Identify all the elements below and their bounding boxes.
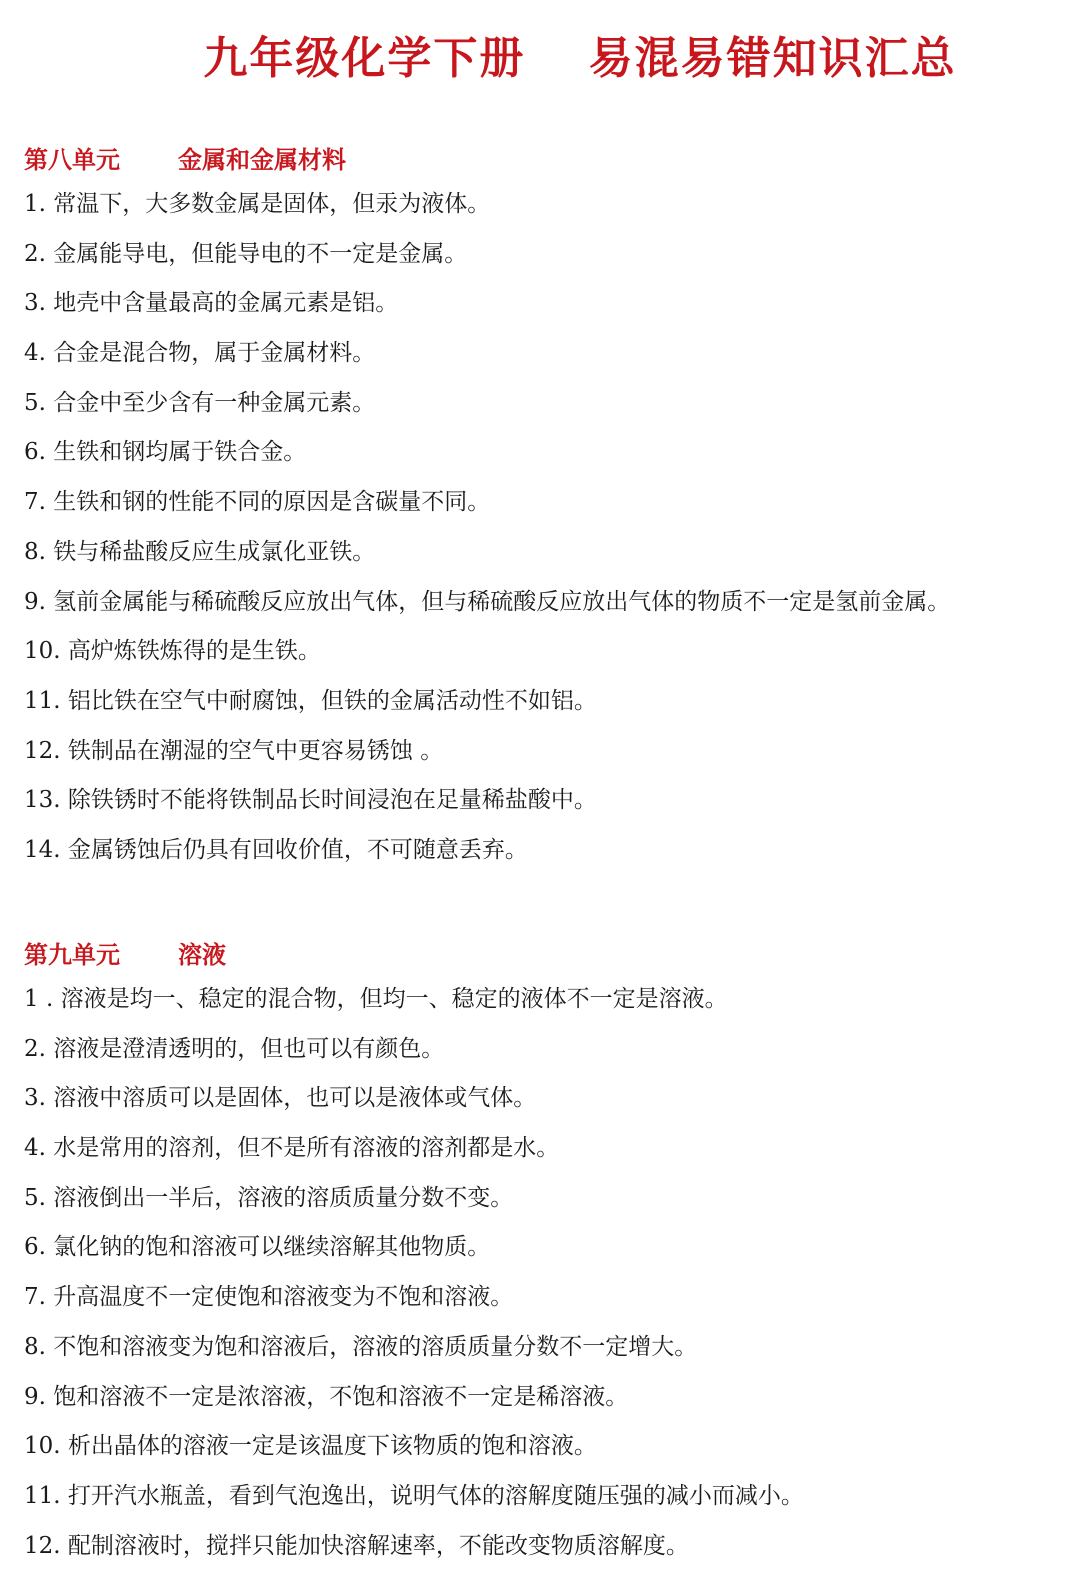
section-heading [24, 140, 1060, 180]
knowledge-list [24, 180, 1060, 876]
list-item: 7. 生铁和钢的性能不同的原因是含碳量不同。 [24, 489, 491, 516]
list-item: 8. 铁与稀盐酸反应生成氯化亚铁。 [24, 538, 376, 565]
list-item: 13. 除铁锈时不能将铁制品长时间浸泡在足量稀盐酸中。 [24, 787, 597, 814]
section-unit-9 [24, 935, 1060, 1571]
list-item: 11. 铝比铁在空气中耐腐蚀，但铁的金属活动性不如铝。 [24, 687, 597, 714]
list-item: 9. 氢前金属能与稀硫酸反应放出气体，但与稀硫酸反应放出气体的物质不一定是氢前金属。 [24, 588, 951, 615]
list-item: 10. 析出晶体的溶液一定是该温度下该物质的饱和溶液。 [24, 1433, 597, 1460]
list-item: 9. 饱和溶液不一定是浓溶液，不饱和溶液不一定是稀溶液。 [24, 1383, 629, 1410]
section-heading [24, 935, 1060, 975]
list-item: 10. 高炉炼铁炼得的是生铁。 [24, 638, 321, 665]
list-item: 3. 溶液中溶质可以是固体，也可以是液体或气体。 [24, 1085, 537, 1112]
unit-label: 第八单元 [24, 146, 120, 174]
unit-label: 第九单元 [24, 941, 120, 969]
list-item: 4. 合金是混合物，属于金属材料。 [24, 340, 376, 367]
list-item: 11. 打开汽水瓶盖，看到气泡逸出，说明气体的溶解度随压强的减小而减小。 [24, 1482, 804, 1509]
list-item: 2. 溶液是澄清透明的，但也可以有颜色。 [24, 1035, 445, 1062]
list-item: 8. 不饱和溶液变为饱和溶液后，溶液的溶质质量分数不一定增大。 [24, 1333, 698, 1360]
list-item: 1 . 溶液是均一、稳定的混合物，但均一、稳定的液体不一定是溶液。 [24, 986, 728, 1012]
knowledge-list [24, 975, 1060, 1571]
document-title: 九年级化学下册 易混易错知识汇总 [203, 33, 957, 84]
list-item: 5. 溶液倒出一半后，溶液的溶质质量分数不变。 [24, 1184, 514, 1211]
unit-topic: 溶液 [178, 941, 226, 969]
list-item: 12. 配制溶液时，搅拌只能加快溶解速率，不能改变物质溶解度。 [24, 1532, 689, 1559]
list-item: 6. 氯化钠的饱和溶液可以继续溶解其他物质。 [24, 1234, 491, 1261]
list-item: 4. 水是常用的溶剂，但不是所有溶液的溶剂都是水。 [24, 1135, 560, 1162]
unit-topic: 金属和金属材料 [178, 146, 346, 174]
list-item: 1. 常温下，大多数金属是固体，但汞为液体。 [24, 191, 491, 217]
list-item: 5. 合金中至少含有一种金属元素。 [24, 389, 376, 416]
section-unit-8 [24, 140, 1060, 876]
list-item: 12. 铁制品在潮湿的空气中更容易锈蚀 。 [24, 737, 444, 764]
list-item: 14. 金属锈蚀后仍具有回收价值，不可随意丢弃。 [24, 836, 528, 863]
list-item: 6. 生铁和钢均属于铁合金。 [24, 439, 307, 466]
list-item: 7. 升高温度不一定使饱和溶液变为不饱和溶液。 [24, 1284, 514, 1311]
list-item: 2. 金属能导电，但能导电的不一定是金属。 [24, 240, 468, 267]
list-item: 3. 地壳中含量最高的金属元素是铝。 [24, 290, 399, 317]
